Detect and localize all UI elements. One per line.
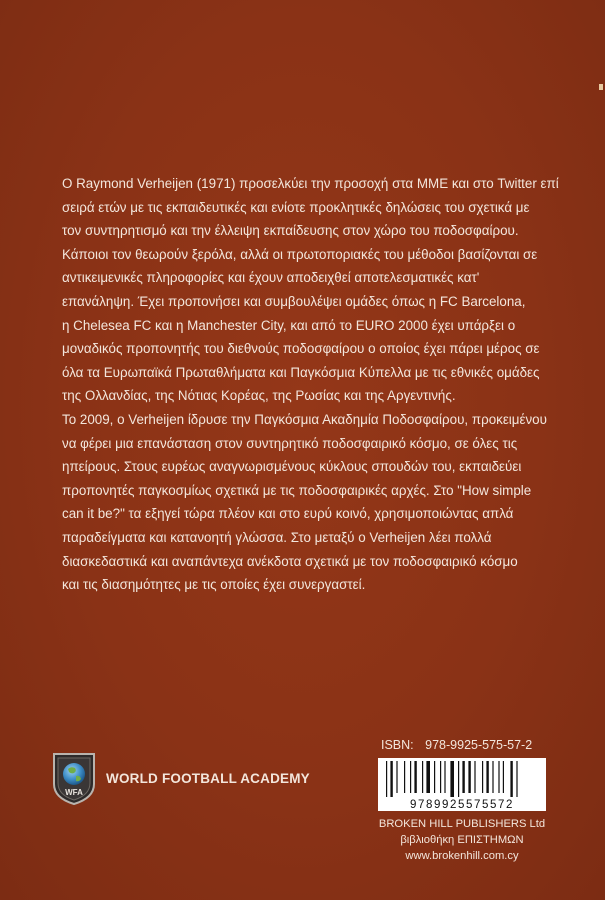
barcode-bar bbox=[503, 761, 504, 793]
publisher-series: βιβλιοθήκη ΕΠΙΣΤΗΜΩΝ bbox=[400, 834, 524, 846]
blurb-line: ηπείρους. Στους ευρέως αναγνωρισμένους κύκλους σπουδών του, εκπαιδεύει bbox=[62, 459, 522, 475]
barcode-bar bbox=[516, 761, 517, 797]
isbn-label: ISBN: bbox=[381, 738, 414, 752]
wfa-logo bbox=[50, 750, 310, 806]
barcode-bar bbox=[510, 761, 512, 797]
isbn-number: 978-9925-575-57-2 bbox=[425, 738, 533, 752]
publisher-info bbox=[378, 816, 546, 864]
globe-shield-icon bbox=[50, 750, 98, 806]
barcode-digits: 9789925575572 bbox=[381, 799, 543, 811]
logo-badge-text: WFA bbox=[65, 788, 83, 797]
barcode-bar bbox=[486, 761, 488, 793]
blurb-line: και τις διασημότητες με τις οποίες έχει συνεργαστεί. bbox=[62, 577, 366, 593]
barcode-bar bbox=[482, 761, 483, 793]
barcode-bar bbox=[462, 761, 464, 793]
barcode-bar bbox=[492, 761, 493, 793]
publisher-website: www.brokenhill.com.cy bbox=[405, 850, 519, 862]
barcode-bar bbox=[434, 761, 435, 793]
academy-name: WORLD FOOTBALL ACADEMY bbox=[106, 770, 310, 786]
blurb-line: can it be?" τα εξηγεί τώρα πλέον και στο ευρύ κοινό, χρησιμοποιώντας απλά bbox=[62, 506, 514, 522]
barcode-bar bbox=[414, 761, 416, 793]
blurb-line: επανάληψη. Έχει προπονήσει και συμβουλέψει ομάδες όπως η FC Barcelona, bbox=[62, 293, 526, 309]
blurb-line: Κάποιοι τον θεωρούν ξερόλα, αλλά οι πρωτοποριακές του μέθοδοι βασίζονται σε bbox=[62, 246, 538, 262]
blurb-text bbox=[62, 172, 559, 597]
blurb-line: αντικειμενικές πληροφορίες και έχουν αποδειχθεί αποτελεσματικές κατ' bbox=[62, 270, 480, 286]
barcode-bar bbox=[440, 761, 441, 793]
barcode-bar bbox=[390, 761, 392, 797]
blurb-line: της Ολλανδίας, της Νότιας Κορέας, της Ρωσίας και της Αργεντινής. bbox=[62, 388, 456, 404]
blurb-line: τον συντηρητισμό και την έλλειψη εκπαίδευσης στον χώρο του ποδοσφαίρου. bbox=[62, 223, 519, 239]
barcode-bar bbox=[458, 761, 459, 797]
barcode-bar bbox=[498, 761, 499, 793]
barcode-bars bbox=[384, 761, 540, 797]
blurb-line: σειρά ετών με τις εκπαιδευτικές και ενίοτε προκλητικές δηλώσεις του σχετικά με bbox=[62, 199, 530, 215]
barcode-bar bbox=[410, 761, 411, 793]
isbn-line bbox=[381, 738, 558, 752]
barcode-bar bbox=[450, 761, 454, 797]
barcode-bar bbox=[422, 761, 423, 793]
publisher-name: BROKEN HILL PUBLISHERS Ltd bbox=[378, 818, 546, 830]
barcode-bar bbox=[474, 761, 475, 793]
blurb-line: διασκεδαστικά και αναπάντεχα ανέκδοτα σχετικά με τον ποδοσφαιρικό κόσμο bbox=[62, 553, 518, 569]
blurb-line: όλα τα Ευρωπαϊκά Πρωταθλήματα και Παγκόσμια Κύπελλα με τις εθνικές ομάδες bbox=[62, 364, 540, 380]
blurb-line: να φέρει μια επανάσταση στον συντηρητικό ποδοσφαιρικό κόσμο, σε όλες τις bbox=[62, 435, 518, 451]
barcode-bar bbox=[444, 761, 445, 793]
barcode bbox=[378, 758, 546, 811]
barcode-bar bbox=[396, 761, 397, 793]
barcode-bar bbox=[426, 761, 430, 793]
blurb-paragraph-1 bbox=[62, 172, 559, 408]
blurb-line: Ο Raymond Verheijen (1971) προσελκύει την προσοχή στα ΜΜΕ και στο Twitter επί bbox=[62, 176, 559, 191]
barcode-bar bbox=[386, 761, 387, 797]
blurb-line: μοναδικός προπονητής του διεθνούς ποδοσφαίρου ο οποίος έχει πάρει μέρος σε bbox=[62, 341, 540, 357]
isbn-block bbox=[378, 738, 558, 864]
blurb-paragraph-2 bbox=[62, 408, 552, 597]
blurb-line: Το 2009, ο Verheijen ίδρυσε την Παγκόσμια Ακαδημία Ποδοσφαίρου, προκειμένου bbox=[62, 411, 547, 427]
blurb-line: παραδείγματα και κατανοητή γλώσσα. Στο μεταξύ ο Verheijen λέει πολλά bbox=[62, 529, 492, 545]
corner-mark bbox=[599, 84, 603, 90]
blurb-line: η Chelesea FC και η Manchester City, και από το EURO 2000 έχει υπάρξει ο bbox=[62, 317, 516, 333]
barcode-bar bbox=[404, 761, 405, 793]
blurb-line: προπονητές παγκοσμίως σχετικά με τις ποδοσφαιρικές αρχές. Στο "How simple bbox=[62, 482, 532, 498]
barcode-bar bbox=[468, 761, 470, 793]
